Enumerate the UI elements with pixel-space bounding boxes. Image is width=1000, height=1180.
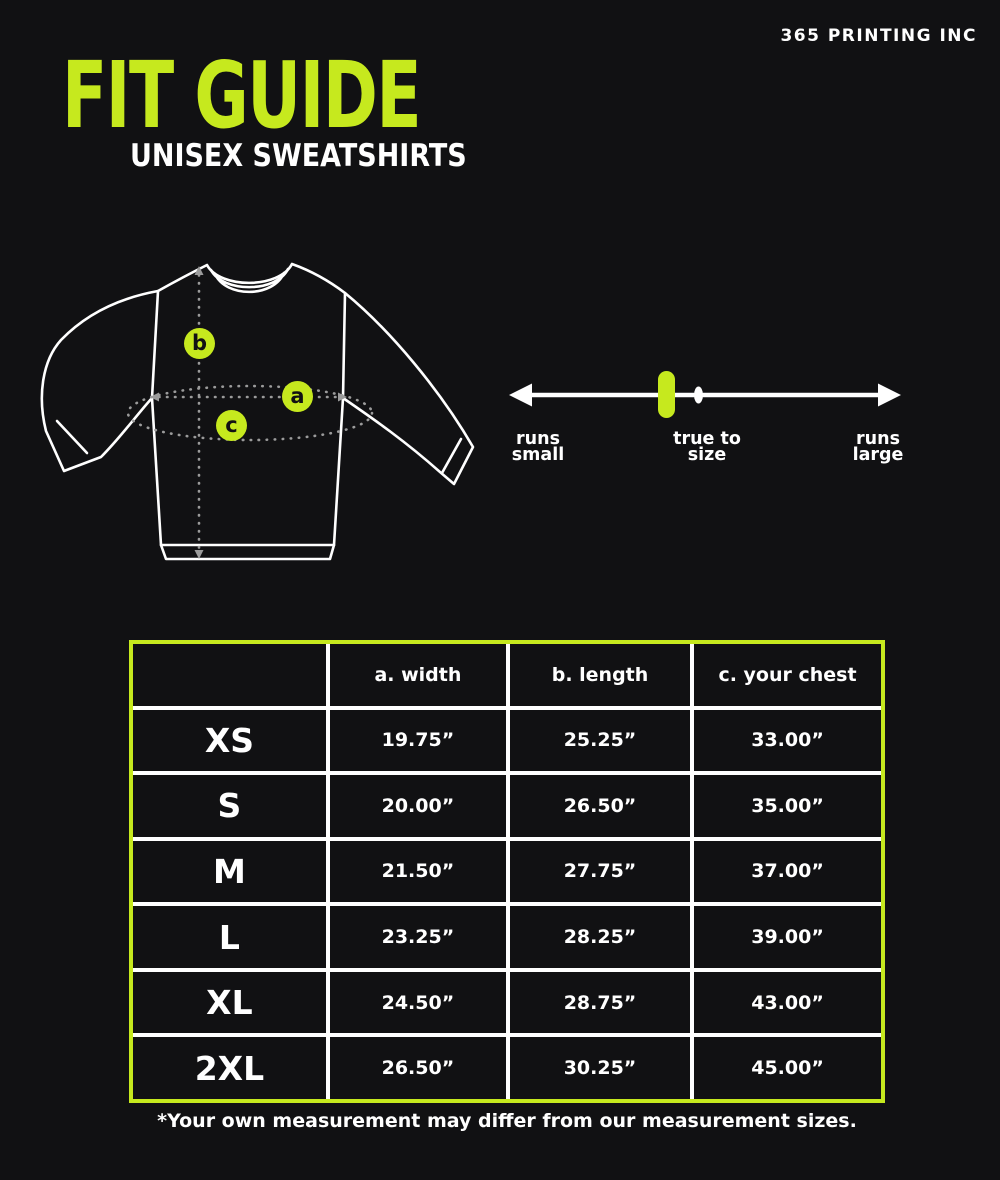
size-label: XL <box>133 972 326 1034</box>
size-label: XS <box>133 710 326 772</box>
scale-label-line: large <box>852 445 904 465</box>
width-value: 26.50” <box>330 1037 506 1099</box>
page-title: FIT GUIDE <box>62 42 421 149</box>
chest-measure-ellipse-c <box>128 386 372 440</box>
brand-name: 365 PRINTING INC <box>780 26 977 46</box>
length-value: 28.75” <box>510 972 690 1034</box>
table-header-length: b. length <box>510 644 690 706</box>
chest-value: 43.00” <box>694 972 881 1034</box>
width-value: 21.50” <box>330 841 506 903</box>
scale-label-runs-large <box>828 431 928 463</box>
chest-value: 37.00” <box>694 841 881 903</box>
scale-label-line: true to <box>673 429 741 449</box>
length-value: 27.75” <box>510 841 690 903</box>
scale-label-line: runs <box>856 429 900 449</box>
chest-value: 35.00” <box>694 775 881 837</box>
collar-band <box>211 269 288 292</box>
size-label: M <box>133 841 326 903</box>
chest-value: 45.00” <box>694 1037 881 1099</box>
width-value: 19.75” <box>330 710 506 772</box>
length-value: 26.50” <box>510 775 690 837</box>
marker-b <box>184 328 215 359</box>
size-label: L <box>133 906 326 968</box>
marker-c-label: c <box>225 413 238 437</box>
width-value: 24.50” <box>330 972 506 1034</box>
marker-c <box>216 410 247 441</box>
fit-scale <box>505 358 905 424</box>
chest-value: 33.00” <box>694 710 881 772</box>
table-header-width: a. width <box>330 644 506 706</box>
sweatshirt-outline <box>42 264 473 559</box>
width-value: 20.00” <box>330 775 506 837</box>
scale-label-line: size <box>687 445 727 465</box>
table-header-empty <box>133 644 326 706</box>
size-table <box>129 640 885 1103</box>
scale-label-line: runs <box>516 429 560 449</box>
footnote: *Your own measurement may differ from our measurement sizes. <box>157 1110 857 1132</box>
length-value: 28.25” <box>510 906 690 968</box>
page-subtitle: UNISEX SWEATSHIRTS <box>130 138 467 174</box>
fit-scale-arrow-right <box>878 384 901 407</box>
width-value: 23.25” <box>330 906 506 968</box>
fit-scale-marker <box>658 371 675 418</box>
marker-b-label: b <box>191 331 208 355</box>
marker-a <box>282 381 313 412</box>
right-shoulder-seam <box>343 293 345 398</box>
left-cuff-seam <box>57 421 87 453</box>
scale-label-line: small <box>511 445 565 465</box>
right-cuff-seam <box>442 439 461 473</box>
marker-a-label: a <box>290 384 305 408</box>
fit-scale-dot <box>694 387 703 404</box>
chest-value: 39.00” <box>694 906 881 968</box>
length-value: 25.25” <box>510 710 690 772</box>
length-value: 30.25” <box>510 1037 690 1099</box>
measure-arrow-down <box>195 550 204 559</box>
fit-scale-arrow-left <box>509 384 532 407</box>
left-shoulder-seam <box>152 291 158 398</box>
size-label: 2XL <box>133 1037 326 1099</box>
size-label: S <box>133 775 326 837</box>
sweatshirt-diagram <box>35 245 495 580</box>
scale-label-true-to-size <box>647 431 767 463</box>
table-header-chest: c. your chest <box>694 644 881 706</box>
scale-label-runs-small <box>488 431 588 463</box>
